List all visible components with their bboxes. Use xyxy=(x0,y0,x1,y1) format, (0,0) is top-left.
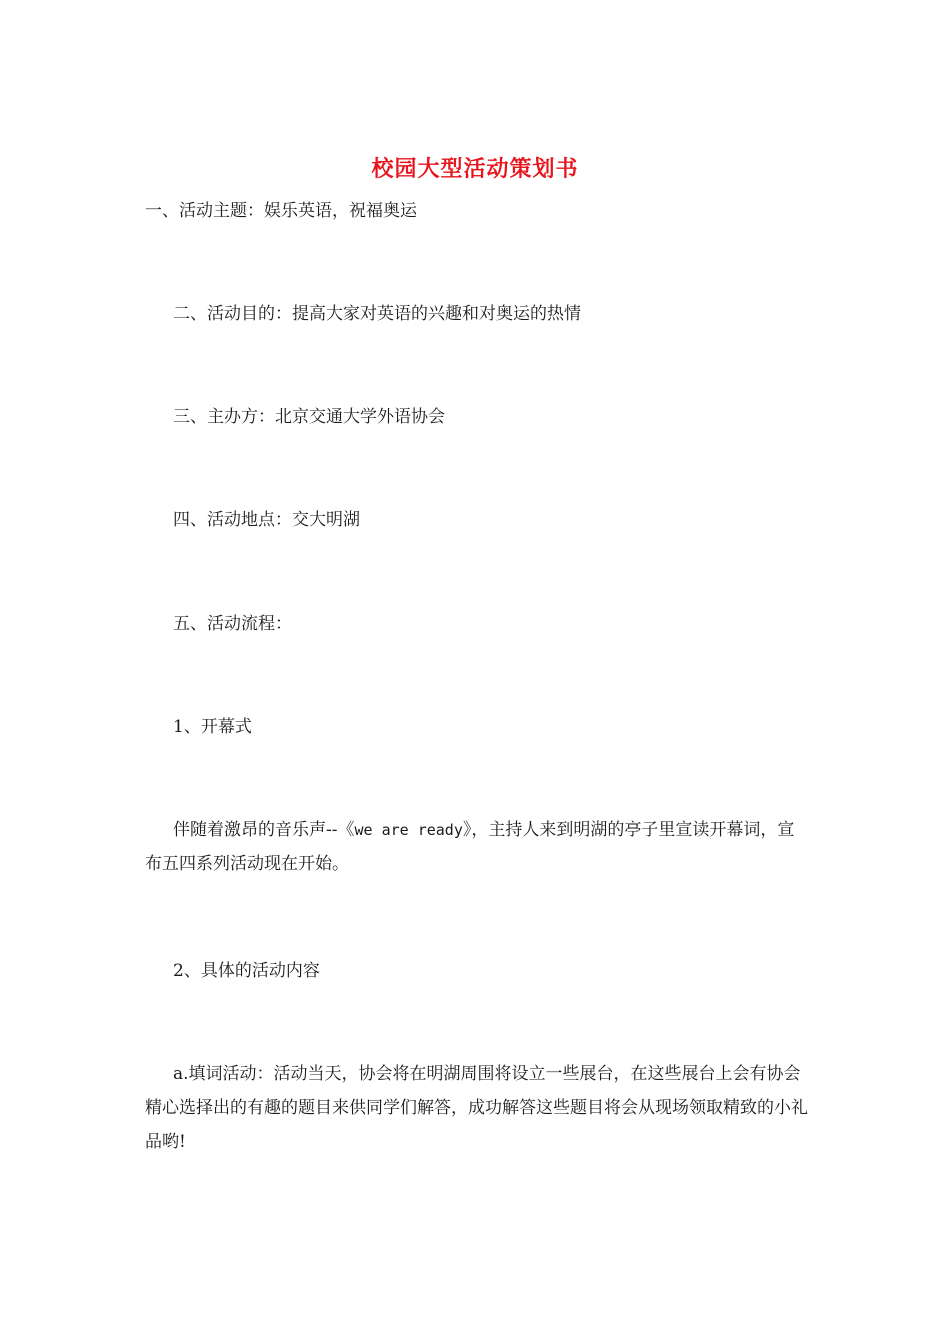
paragraph-opening xyxy=(145,813,810,881)
step-activities: 2、具体的活动内容 xyxy=(173,961,320,981)
document-title: 校园大型活动策划书 xyxy=(371,156,579,182)
song-title: we are ready xyxy=(354,821,463,839)
section-process: 五、活动流程： xyxy=(173,614,292,634)
section-organizer: 三、主办方：北京交通大学外语协会 xyxy=(173,407,445,427)
step-opening: 1、开幕式 xyxy=(173,717,252,737)
paragraph-opening-part2: 》，主持人来到明湖的亭子里宣读开幕词，宣布五四系列活动现在开始。 xyxy=(145,820,795,874)
paragraph-opening-part1: 伴随着激昂的音乐声--《 xyxy=(173,820,355,840)
paragraph-fill-words: a.填词活动：活动当天，协会将在明湖周围将设立一些展台，在这些展台上会有协会精心选择出的有趣的题目来供同学们解答，成功解答这些题目将会从现场领取精致的小礼品哟! xyxy=(145,1064,808,1152)
section-purpose: 二、活动目的：提高大家对英语的兴趣和对奥运的热情 xyxy=(173,304,581,324)
section-location: 四、活动地点：交大明湖 xyxy=(173,510,360,530)
section-theme: 一、活动主题：娱乐英语，祝福奥运 xyxy=(145,201,417,221)
